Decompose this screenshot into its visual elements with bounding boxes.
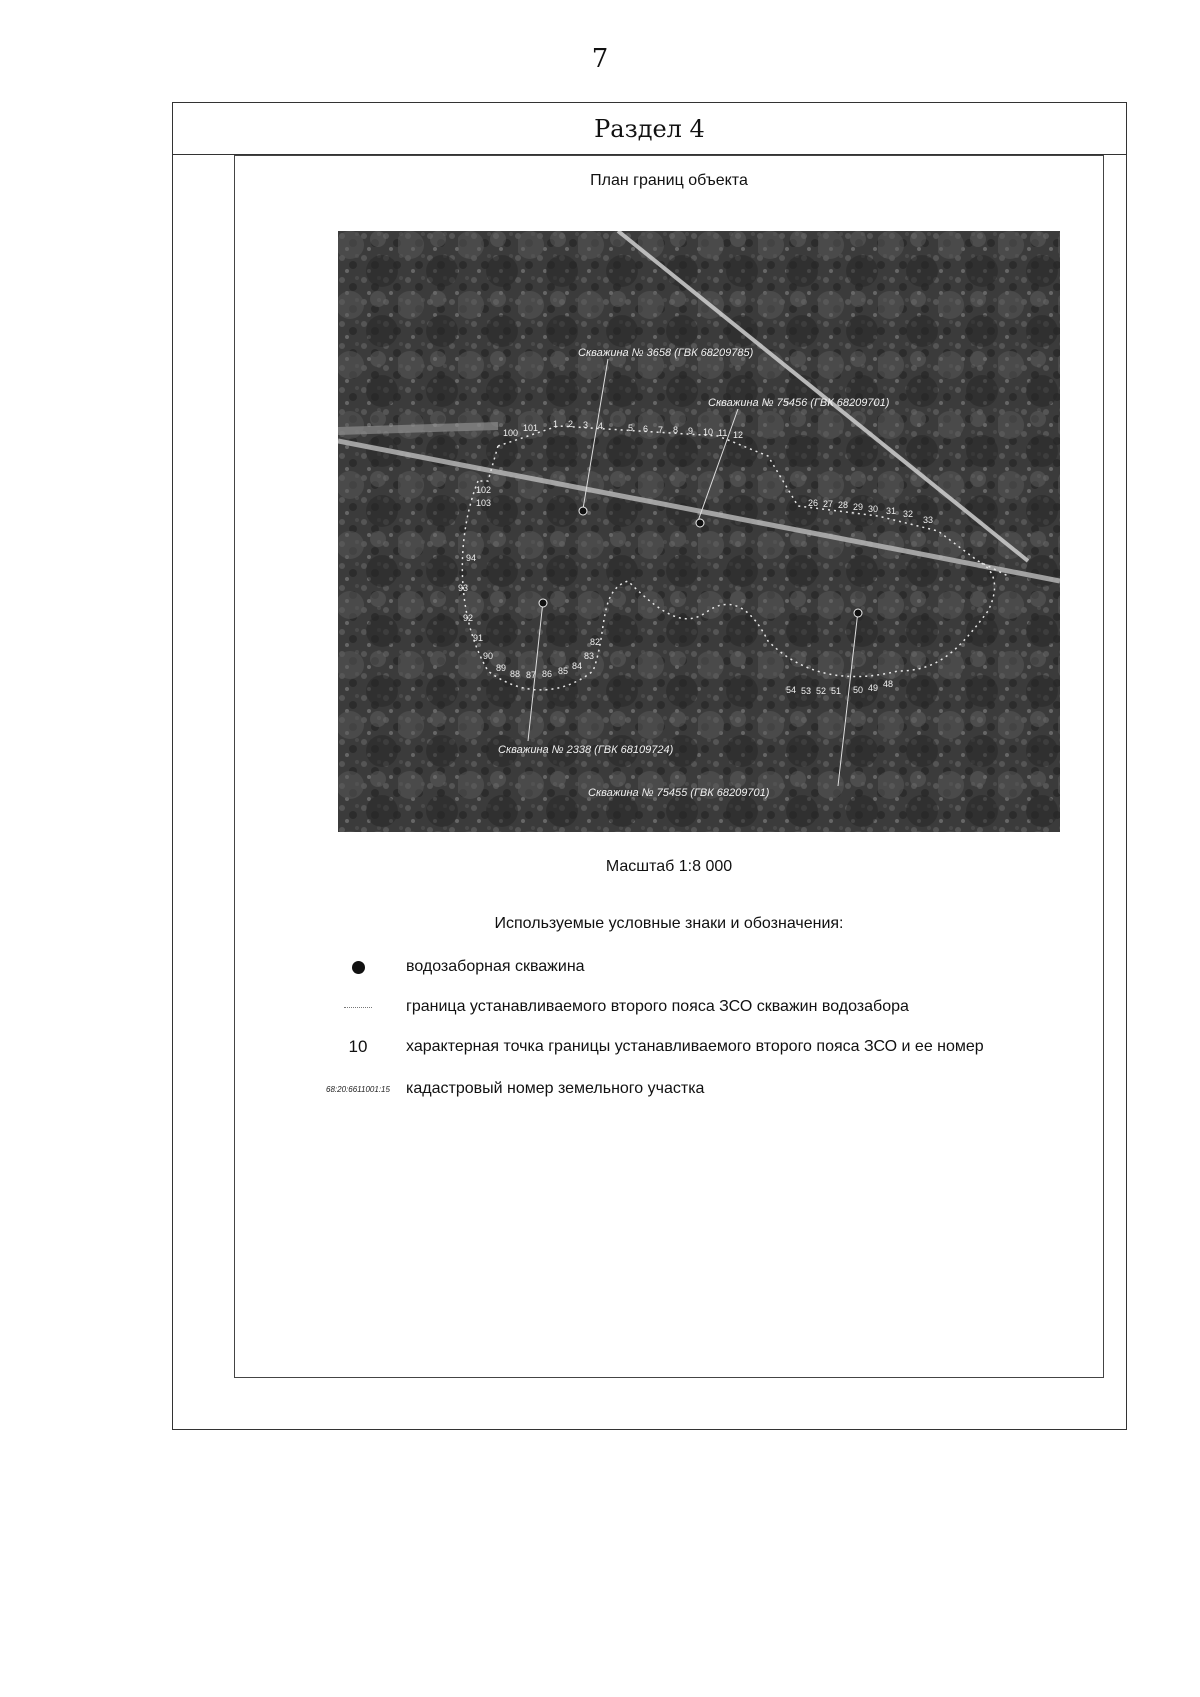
point-number: 27 (823, 499, 834, 509)
point-number: 91 (473, 633, 484, 643)
point-number: 52 (816, 686, 827, 696)
point-number: 6 (643, 424, 649, 434)
village-strip (338, 426, 498, 431)
point-number: 51 (831, 686, 842, 696)
point-number: 10 (703, 427, 714, 437)
cadastral-number-symbol: 68:20:6611001:15 (326, 1084, 390, 1094)
point-number: 86 (542, 669, 553, 679)
point-number: 48 (883, 679, 894, 689)
point-number: 2 (568, 419, 574, 429)
point-number: 87 (526, 670, 537, 680)
point-number: 11 (718, 428, 728, 438)
map-scale: Масштаб 1:8 000 (605, 858, 733, 875)
legend-item-well (310, 953, 585, 981)
point-number: 5 (628, 423, 634, 433)
legend-symbol (310, 1037, 406, 1057)
point-number: 54 (786, 685, 797, 695)
point-number: 103 (476, 498, 492, 508)
point-number: 4 (598, 421, 604, 431)
point-number: 30 (868, 504, 879, 514)
well-marker (854, 609, 862, 617)
point-number: 102 (476, 485, 492, 495)
well-label-4: Скважина № 75455 (ГВК 68209701) (588, 787, 770, 799)
legend-label: водозаборная скважина (406, 958, 585, 975)
legend-label: кадастровый номер земельного участка (406, 1080, 705, 1097)
point-number: 49 (868, 683, 879, 693)
point-number: 92 (463, 613, 474, 623)
point-number: 90 (483, 651, 494, 661)
section-title: Раздел 4 (173, 103, 1126, 155)
point-number: 94 (466, 553, 477, 563)
point-number: 3 (583, 420, 589, 430)
point-number: 31 (886, 506, 897, 516)
point-number: 8 (673, 425, 679, 435)
well-label-2: Скважина № 75456 (ГВК 68209701) (708, 397, 890, 409)
legend-item-cadastral (310, 1075, 704, 1103)
point-number: 93 (458, 583, 469, 593)
point-number: 85 (558, 666, 569, 676)
dotted-line-icon (344, 1007, 372, 1008)
point-number: 29 (853, 502, 864, 512)
point-number: 9 (688, 426, 694, 436)
point-number: 28 (838, 500, 849, 510)
point-number: 101 (523, 423, 539, 433)
point-number: 53 (801, 686, 812, 696)
legend-item-boundary (310, 993, 909, 1021)
well-label-3: Скважина № 2338 (ГВК 68109724) (498, 744, 674, 756)
point-number: 32 (903, 509, 914, 519)
point-number: 33 (923, 515, 934, 525)
well-marker (579, 507, 587, 515)
point-number: 7 (658, 425, 664, 435)
legend-heading: Используемые условные знаки и обозначения: (494, 915, 844, 932)
point-number: 1 (553, 419, 559, 429)
point-number: 26 (808, 498, 819, 508)
legend-symbol (310, 961, 406, 974)
legend-symbol (310, 1007, 406, 1008)
point-number: 88 (510, 669, 521, 679)
map-svg (338, 231, 1060, 832)
legend-label: граница устанавливаемого второго пояса ЗСО скважин водозабора (406, 998, 909, 1015)
page-number: 7 (591, 44, 609, 74)
point-number: 12 (733, 430, 744, 440)
legend-label: характерная точка границы устанавливаемого второго пояса ЗСО и ее номер (406, 1038, 984, 1055)
plan-title: План границ объекта (590, 172, 748, 189)
legend-symbol (310, 1085, 406, 1094)
well-marker (696, 519, 704, 527)
point-number: 84 (572, 661, 583, 671)
legend-item-point (310, 1033, 984, 1061)
well-marker (539, 599, 547, 607)
point-number: 100 (503, 428, 519, 438)
aerial-map (338, 231, 1060, 832)
point-number-symbol: 10 (348, 1037, 368, 1056)
map-texture-overlay (338, 231, 1060, 832)
well-label-1: Скважина № 3658 (ГВК 68209785) (578, 347, 754, 359)
point-number: 89 (496, 663, 507, 673)
point-number: 82 (590, 637, 601, 647)
well-dot-icon (352, 961, 365, 974)
point-number: 50 (853, 685, 864, 695)
point-number: 83 (584, 651, 595, 661)
